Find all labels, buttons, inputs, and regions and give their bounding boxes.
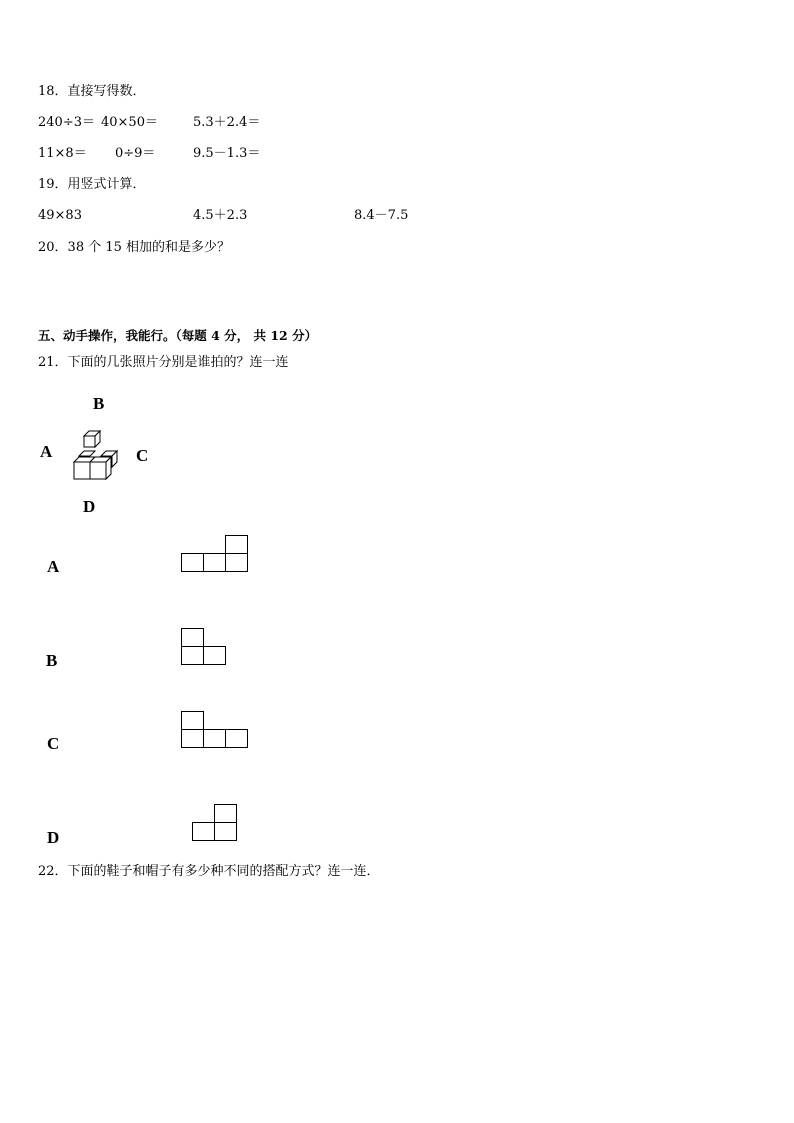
cube-label-top: B [93, 394, 105, 413]
q19-item-3: 8.4－7.5 [354, 208, 409, 223]
view-label-c: C [47, 734, 60, 753]
cube-label-bottom: D [83, 497, 96, 516]
q18-item-1: 240÷3＝ [38, 115, 95, 130]
view-label-b: B [46, 651, 58, 670]
q18-item-5: 0÷9＝ [115, 146, 156, 161]
cube-stack-figure [70, 427, 122, 483]
q18-title: 18．直接写得数． [38, 84, 146, 99]
q20-title: 20．38 个 15 相加的和是多少？ [38, 240, 231, 255]
q22-title: 22．下面的鞋子和帽子有多少种不同的搭配方式？连一连． [38, 864, 380, 879]
view-figure-a [180, 535, 250, 573]
q21-title: 21．下面的几张照片分别是谁拍的？连一连 [38, 355, 289, 370]
q19-title: 19．用竖式计算． [38, 177, 146, 192]
cube-label-right: C [136, 446, 149, 465]
q18-item-2: 40×50＝ [101, 115, 158, 130]
cube-label-left: A [40, 442, 53, 461]
q18-item-3: 5.3＋2.4＝ [193, 115, 261, 130]
view-figure-c [180, 711, 250, 749]
view-figure-b [180, 628, 228, 666]
view-label-d: D [47, 828, 60, 847]
q19-item-1: 49×83 [38, 208, 82, 223]
view-figure-d [191, 804, 239, 842]
section-heading: 五、动手操作，我能行。（每题 4 分， 共 12 分） [38, 328, 318, 343]
q19-item-2: 4.5＋2.3 [193, 208, 248, 223]
q18-item-6: 9.5－1.3＝ [193, 146, 261, 161]
view-label-a: A [47, 557, 60, 576]
q18-item-4: 11×8＝ [38, 146, 87, 161]
